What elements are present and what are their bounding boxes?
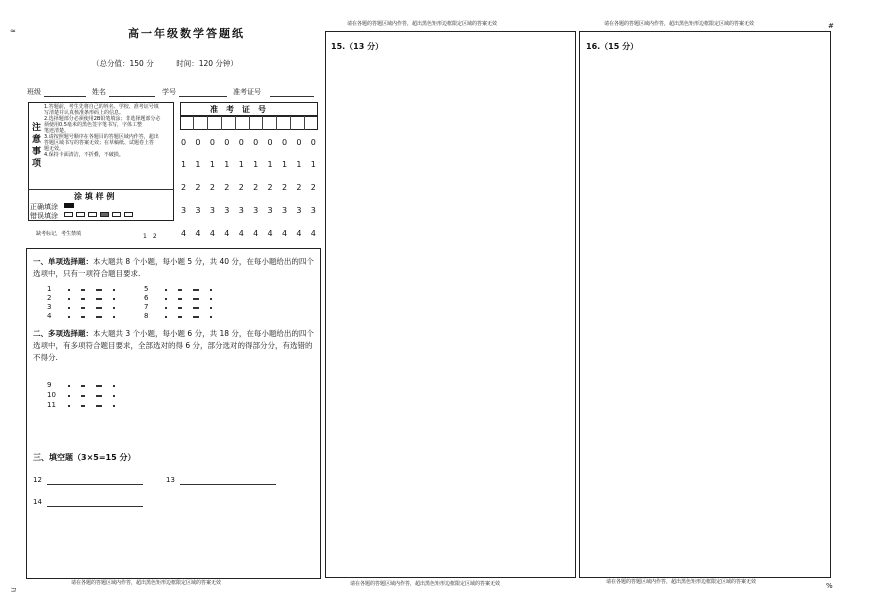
note-line: 2.选择题部分必须使用2B铅笔填涂；非选择题部分必: [44, 116, 161, 122]
correct-fill-sample: [64, 203, 74, 208]
mc-question-5[interactable]: 5: [144, 285, 212, 293]
sample-heading: 涂 填 样 例: [74, 192, 115, 201]
score-and-time: （总分值：150 分 时间：120 分钟）: [92, 59, 238, 68]
section1-desc: 本大题共 8 个小题，每小题 5 分，共 40 分，在每小题给出的四个选项中，只有一项符合题目要求.: [33, 257, 314, 278]
corner-mark-top-left: ≈: [10, 27, 16, 35]
corner-mark-bottom-right: %: [826, 582, 833, 590]
section2-title: 二、多项选择题：: [33, 329, 93, 338]
multi-question-9[interactable]: 9: [47, 381, 115, 389]
ticket-write-cells: [180, 116, 318, 130]
notes-text: [44, 104, 172, 158]
mc-question-8[interactable]: 8: [144, 312, 212, 320]
student-id-field[interactable]: [179, 88, 227, 97]
ticket-digit-row-0[interactable]: 0 0 0 0 0 0 0 0 0 0: [181, 138, 316, 147]
ticket-heading: 准 考 证 号: [210, 105, 266, 114]
mc-question-3[interactable]: 3: [47, 303, 115, 311]
corner-mark-bottom-left: コ: [10, 586, 17, 594]
note-line: 须使用0.5毫米的黑色签字笔书写，字体工整: [44, 122, 142, 128]
ticket-digit-row-1[interactable]: 1 1 1 1 1 1 1 1 1 1: [181, 160, 316, 169]
blank-12-label: 12: [33, 476, 42, 484]
note-line: 题无效。: [44, 146, 65, 152]
warning-bottom-middle: 请在各题的答题区域内作答，超出黑色矩形边框限定区域的答案无效: [350, 581, 501, 587]
ticket-digit-row-3[interactable]: 3 3 3 3 3 3 3 3 3 3: [181, 206, 316, 215]
answer-box-16[interactable]: [579, 31, 831, 578]
ticket-digit-row-2[interactable]: 2 2 2 2 2 2 2 2 2 2: [181, 183, 316, 192]
correct-fill-label: 正确填涂: [30, 203, 58, 211]
multi-question-11[interactable]: 11: [47, 401, 115, 409]
mc-question-1[interactable]: 1: [47, 285, 115, 293]
note-line: 答题区域书写的答案无效；在草稿纸、试题卷上答: [44, 140, 155, 146]
mc-question-4[interactable]: 4: [47, 312, 115, 320]
class-field[interactable]: [44, 88, 86, 97]
note-line: 笔迹清楚。: [44, 128, 70, 134]
blank-13-label: 13: [166, 476, 175, 484]
wrong-fill-label: 错误填涂: [30, 212, 58, 220]
section3-title: 三、填空题（3×5=15 分）: [33, 453, 136, 462]
absent-marks[interactable]: 1 2: [143, 233, 157, 240]
mc-question-6[interactable]: 6: [144, 294, 212, 302]
student-id-label: 学号: [162, 88, 176, 96]
absent-label: 缺考标记，考生禁填: [36, 231, 82, 237]
mc-question-2[interactable]: 2: [47, 294, 115, 302]
section2-desc: 本大题共 3 个小题，每小题 6 分，共 18 分，在每小题给出的四个选项中，有多项符合题目要求，全部选对的得 6 分，部分选对的得部分分，有选错的不得分.: [33, 329, 314, 362]
name-label: 姓名: [92, 88, 106, 96]
corner-mark-top-right: #: [828, 22, 834, 30]
ticket-number-field[interactable]: [270, 88, 314, 97]
question-15-label: 15.（13 分）: [331, 42, 384, 51]
note-line: 写清楚并认真核准条形码上的信息。: [44, 110, 125, 116]
section1-title: 一、单项选择题：: [33, 257, 93, 266]
name-field[interactable]: [109, 88, 155, 97]
warning-bottom-right: 请在各题的答题区域内作答，超出黑色矩形边框限定区域的答案无效: [606, 579, 757, 585]
blank-14-label: 14: [33, 498, 42, 506]
note-line: 3.请按照题号顺序在各题目的答题区域内作答，超出: [44, 134, 159, 140]
section1-header: [33, 256, 317, 280]
note-line: 4.保持卡面清洁，不折叠，不破损。: [44, 152, 124, 158]
section2-header: [33, 328, 317, 364]
ticket-number-label: 准考证号: [233, 88, 261, 96]
warning-top-middle: 请在各题的答题区域内作答，超出黑色矩形边框限定区域的答案无效: [347, 21, 498, 27]
wrong-fill-samples: [64, 212, 133, 217]
note-line: 1.答题前，考生先将自己的姓名、学校、准考证号填: [44, 104, 159, 110]
mc-question-7[interactable]: 7: [144, 303, 212, 311]
notes-heading: 注意事项: [32, 123, 42, 169]
exam-title: 高一年级数学答题纸: [128, 27, 245, 40]
blank-13-field[interactable]: [180, 476, 276, 485]
blank-12-field[interactable]: [47, 476, 143, 485]
warning-top-right: 请在各题的答题区域内作答，超出黑色矩形边框限定区域的答案无效: [604, 21, 755, 27]
blank-14-field[interactable]: [47, 498, 143, 507]
ticket-digit-row-4[interactable]: 4 4 4 4 4 4 4 4 4 4: [181, 229, 316, 238]
multi-question-10[interactable]: 10: [47, 391, 115, 399]
question-16-label: 16.（15 分）: [586, 42, 639, 51]
warning-bottom-left: 请在各题的答题区域内作答，超出黑色矩形边框限定区域的答案无效: [71, 580, 222, 586]
notes-divider: [28, 189, 174, 190]
class-label: 班级: [27, 88, 41, 96]
answer-box-15[interactable]: [325, 31, 576, 578]
